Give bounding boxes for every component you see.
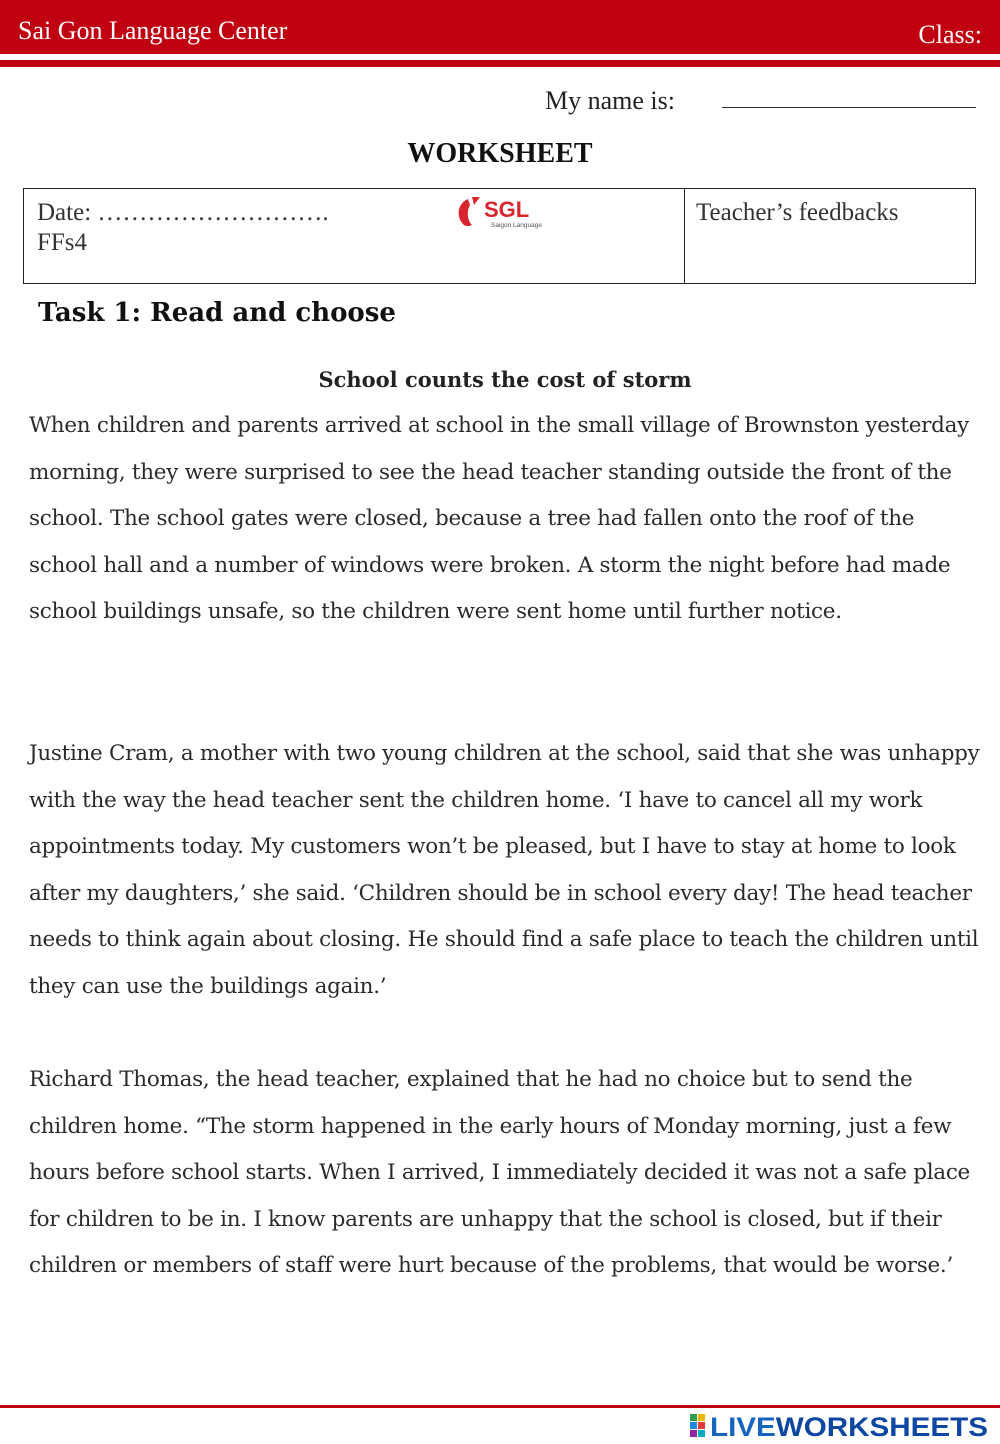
task-title: Task 1: Read and choose [38,298,396,328]
name-label: My name is: [545,86,675,115]
table-divider [684,189,685,283]
article-title: School counts the cost of storm [318,367,692,392]
worksheet-code: FFs4 [37,229,88,256]
center-name: Sai Gon Language Center [18,16,288,45]
date-label: Date: ………………………. [37,199,329,226]
teacher-feedback-label: Teacher’s feedbacks [696,199,899,226]
liveworksheets-logo [690,1410,990,1440]
name-input-line[interactable] [722,107,976,108]
svg-text:LIVEWORKSHEETS: LIVE WORKSHEETS [710,1412,970,1440]
paragraph-1: When children and parents arrived at school in the small village of Brownston yesterday morning, they were surprised to see the head teacher standing outside the front of the school. The school gates were closed, because a tree had fallen onto the roof of the school hall and a number of windows were broken. A storm the night before had made school buildings unsafe, so the children were sent home until further notice. [29,413,969,624]
info-table [23,188,976,284]
paragraph-2: Justine Cram, a mother with two young children at the school, said that she was unhappy with the way the head teacher sent the children home. ‘I have to cancel all my work appointments today. My customers won’t be pleased, but I have to stay at home to look after my daughters,’ she said. ‘Children should be in school every day! The head teacher needs to think again about closing. He should find a safe place to teach the children until they can use the buildings again.’ [29,741,980,999]
header-divider [0,60,1000,67]
svg-text:Saigon Language: Saigon Language [491,222,542,229]
paragraph-3: Richard Thomas, the head teacher, explained that he had no choice but to send the children home. “The storm happened in the early hours of Monday morning, just a few hours before school starts. When I arrived, I immediately decided it was not a safe place for children to be in. I know parents are unhappy that the school is closed, but if their children or members of staff were hurt because of the problems, that would be worse.’ [29,1067,970,1278]
sgl-logo [454,193,554,231]
class-label: Class: [918,20,982,49]
footer-divider [0,1405,1000,1408]
worksheet-title: WORKSHEET [407,138,593,169]
svg-text:SGL: SGL [484,197,530,222]
